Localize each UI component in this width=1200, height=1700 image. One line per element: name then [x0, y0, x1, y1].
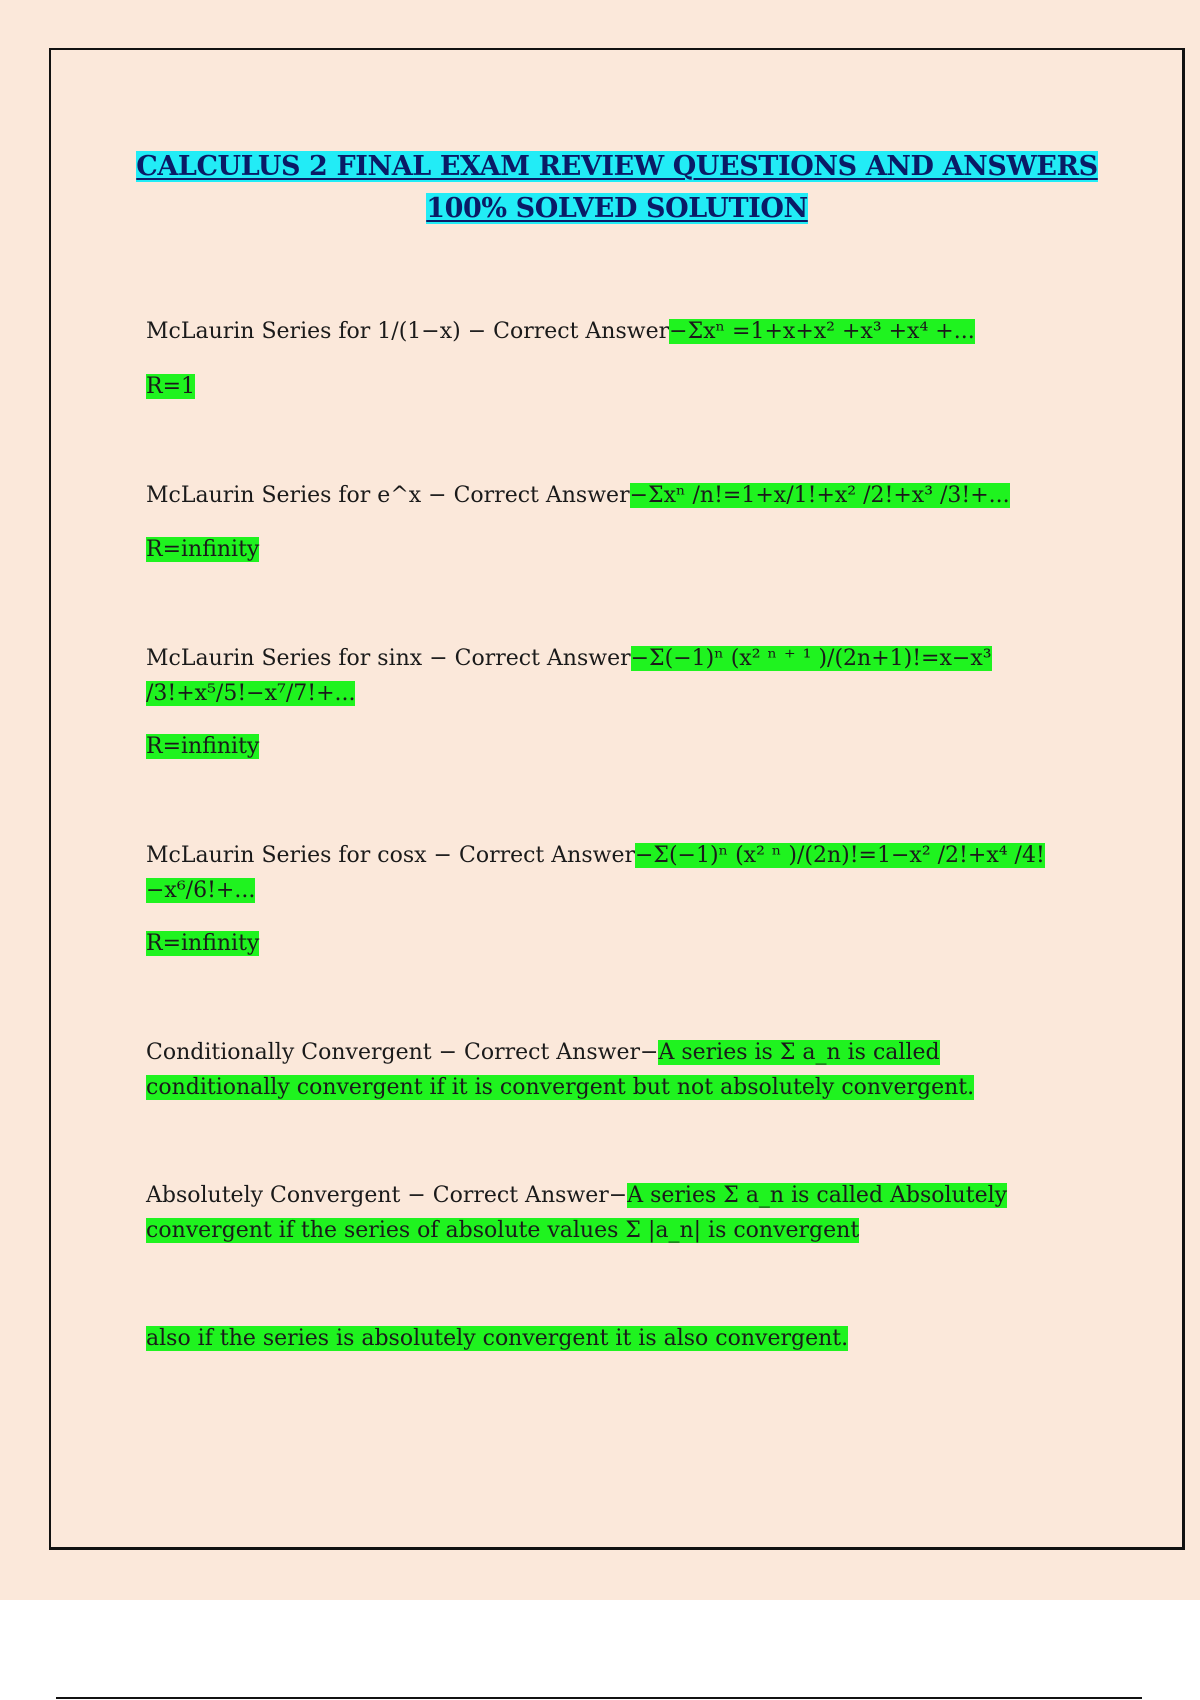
title-line-1: CALCULUS 2 FINAL EXAM REVIEW QUESTIONS AND ANSWERS	[136, 151, 1098, 182]
answer-text: −Σxⁿ =1+x+x² +x³ +x⁴ +...	[669, 319, 975, 344]
radius-of-convergence	[146, 732, 259, 762]
radius-text: R=infinity	[146, 537, 260, 562]
qa-entry-maclaurin-exp	[146, 478, 1066, 513]
title-line-2: 100% SOLVED SOLUTION	[426, 193, 808, 224]
radius-text: R=infinity	[146, 734, 260, 759]
qa-entry-maclaurin-geometric	[146, 314, 1066, 349]
answer-text: A series Σ a_n is called Absolutely convergent if the series of absolute values Σ |a_n| is convergent	[146, 1183, 1008, 1243]
question-text: Absolutely Convergent − Correct Answer−	[146, 1183, 628, 1208]
qa-entry-maclaurin-cos	[146, 838, 1066, 908]
radius-of-convergence	[146, 535, 259, 565]
question-text: McLaurin Series for e^x − Correct Answer	[146, 483, 630, 508]
qa-entry-absolutely-convergent	[146, 1178, 1066, 1248]
footer-divider	[56, 1697, 1142, 1699]
radius-text: R=infinity	[146, 931, 260, 956]
question-text: McLaurin Series for sinx − Correct Answer	[146, 646, 631, 671]
document-title	[0, 146, 1200, 230]
convergence-note	[146, 1321, 1066, 1356]
answer-text: A series is Σ a_n is called conditionally convergent if it is convergent but not absolutely convergent.	[146, 1040, 975, 1100]
qa-entry-conditionally-convergent	[146, 1035, 1066, 1105]
answer-text: −Σ(−1)ⁿ (x² ⁿ ⁺ ¹ )/(2n+1)!=x−x³ /3!+x⁵/5!−x⁷/7!+...	[146, 646, 992, 706]
answer-text: −Σ(−1)ⁿ (x² ⁿ )/(2n)!=1−x² /2!+x⁴ /4!−x⁶/6!+...	[146, 843, 1045, 903]
question-text: Conditionally Convergent − Correct Answer−	[146, 1040, 659, 1065]
note-text: also if the series is absolutely convergent it is also convergent.	[146, 1326, 849, 1351]
question-text: McLaurin Series for 1/(1−x) − Correct Answer	[146, 319, 670, 344]
qa-entry-maclaurin-sin	[146, 641, 1066, 711]
radius-text: R=1	[146, 374, 195, 399]
question-text: McLaurin Series for cosx − Correct Answer	[146, 843, 635, 868]
radius-of-convergence	[146, 929, 259, 959]
radius-of-convergence	[146, 372, 195, 402]
answer-text: −Σxⁿ /n!=1+x/1!+x² /2!+x³ /3!+...	[629, 483, 1010, 508]
